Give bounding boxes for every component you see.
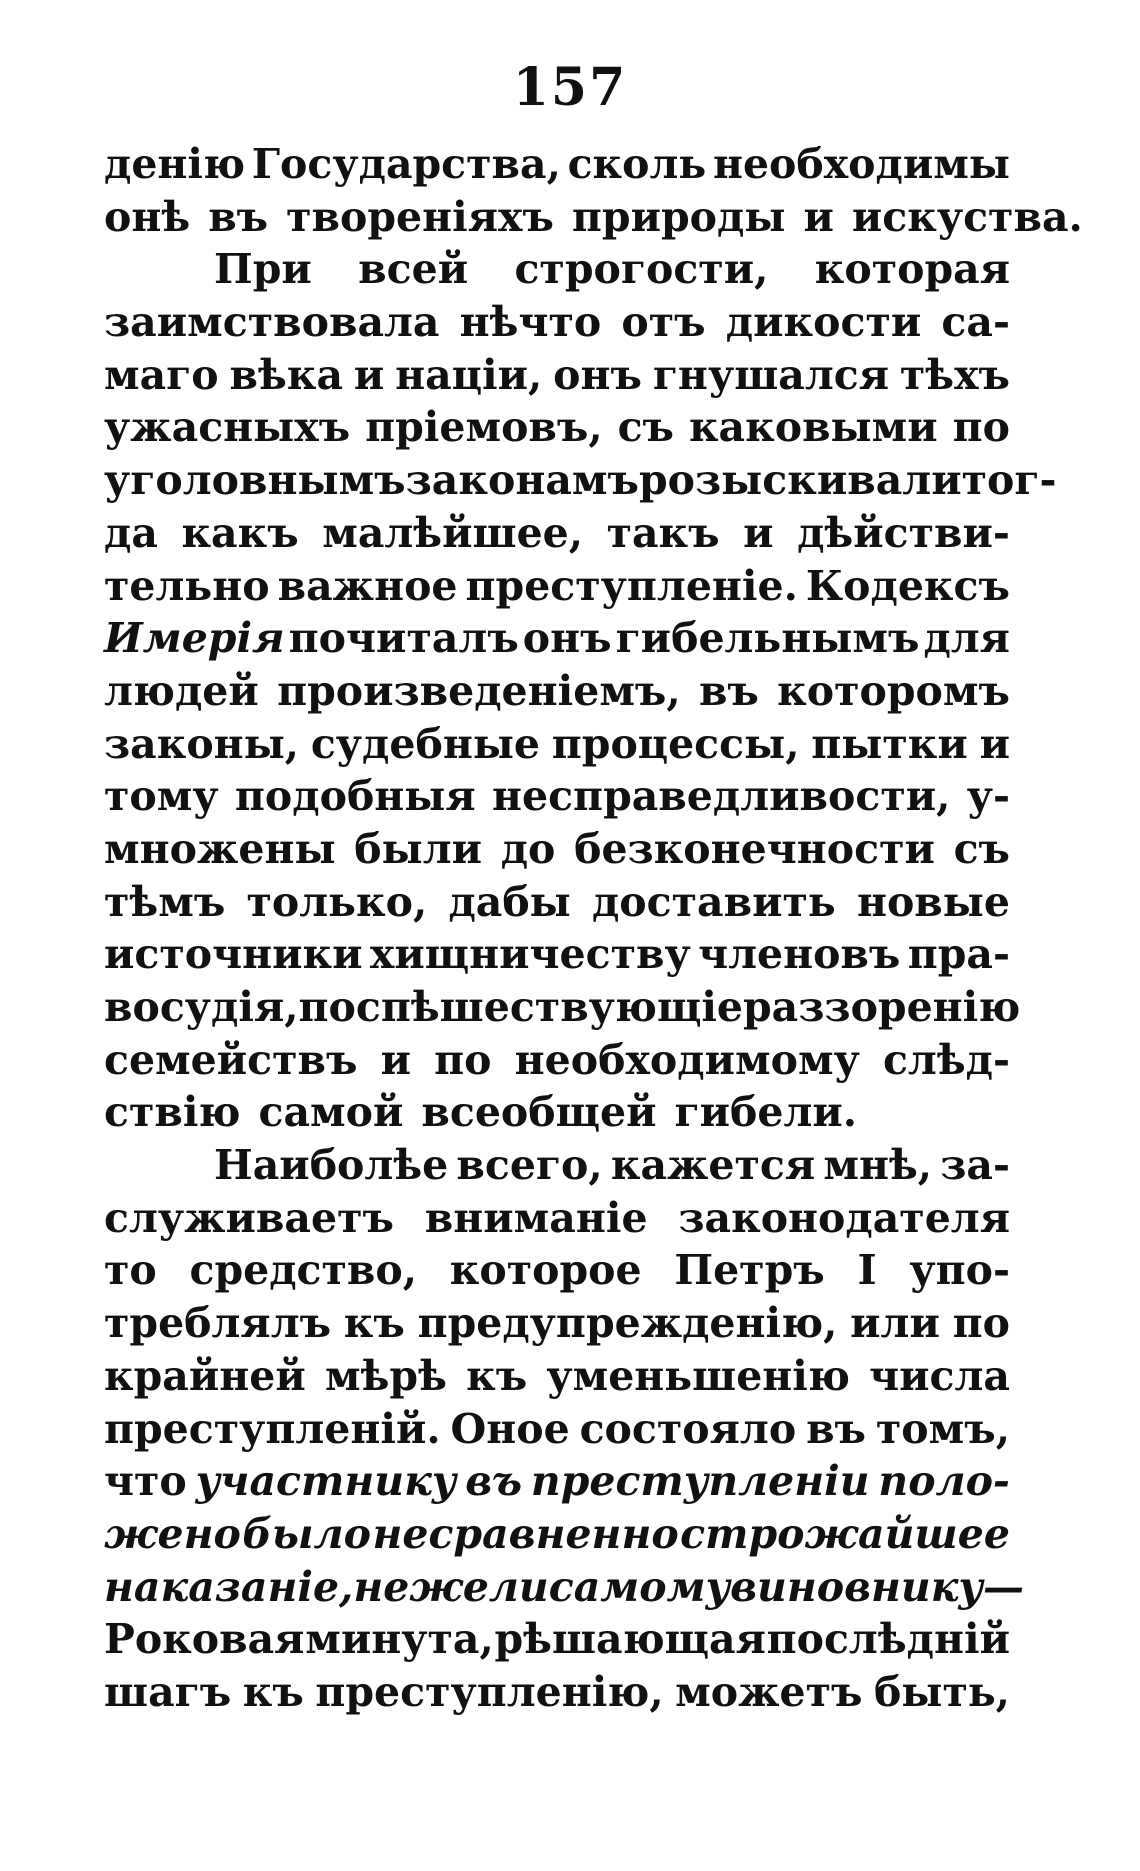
text-line xyxy=(104,1350,1010,1403)
text-word: послѣдній xyxy=(766,1615,1010,1664)
text-word: всего, xyxy=(456,1141,603,1190)
text-line xyxy=(104,401,1010,454)
text-word: или xyxy=(850,1299,940,1348)
text-word: онъ xyxy=(553,350,642,399)
text-word: предупрежденію, xyxy=(417,1299,838,1348)
text-line xyxy=(104,876,1010,929)
text-line xyxy=(104,928,1010,981)
text-word: Государства, xyxy=(251,140,561,188)
text-line xyxy=(104,1403,1010,1456)
text-word: заимствовала xyxy=(104,298,440,347)
text-word: которомъ xyxy=(777,666,1010,715)
text-word: гнушался xyxy=(652,350,889,399)
text-word: всеобщей xyxy=(421,1088,657,1137)
text-word: поспѣшествующіе xyxy=(298,983,743,1031)
text-word: необходимому xyxy=(514,1035,860,1084)
text-line xyxy=(104,770,1010,823)
text-word: крайней xyxy=(104,1351,306,1400)
text-line xyxy=(104,981,1021,1034)
text-word: въ xyxy=(806,1404,867,1453)
text-word: состояло xyxy=(579,1404,797,1453)
text-word: подобныя xyxy=(234,772,476,821)
text-word: служиваетъ xyxy=(104,1193,394,1242)
text-word: людей xyxy=(104,666,259,715)
text-word: жено xyxy=(104,1509,241,1558)
text-word: рѣшающая xyxy=(494,1615,766,1664)
text-word: почиталъ xyxy=(288,614,519,663)
text-word: по xyxy=(952,1299,1010,1348)
text-word: къ xyxy=(242,1667,304,1716)
text-line xyxy=(104,1139,1010,1192)
text-word: вѣка xyxy=(229,350,344,399)
text-line xyxy=(104,1297,1010,1350)
text-word: упо- xyxy=(909,1246,1010,1295)
text-word: При xyxy=(214,245,312,294)
text-word: са- xyxy=(941,298,1010,347)
text-line xyxy=(104,507,1010,560)
text-line xyxy=(104,1455,1010,1508)
text-word: къ xyxy=(466,1351,528,1400)
text-word: шагъ xyxy=(104,1667,232,1716)
text-word: восудія, xyxy=(104,983,299,1031)
text-word: отъ xyxy=(621,298,706,347)
text-word: каковыми xyxy=(688,403,938,452)
text-word: тѣхъ xyxy=(899,350,1010,399)
text-word: и xyxy=(979,719,1010,768)
text-line xyxy=(104,718,1010,771)
text-word: можетъ xyxy=(675,1667,863,1716)
text-word: нѣчто xyxy=(459,298,602,347)
text-word: Кодексъ xyxy=(805,561,1010,610)
text-word: кажется xyxy=(610,1141,816,1190)
text-line xyxy=(104,454,1057,507)
text-word: мѣрѣ xyxy=(324,1351,447,1400)
text-word: были xyxy=(354,824,483,873)
text-word: числа xyxy=(869,1351,1010,1400)
text-word: пріемовъ, xyxy=(365,403,603,452)
text-word: слѣд- xyxy=(882,1035,1010,1084)
text-word: Имерія xyxy=(104,614,285,663)
text-word: законамъ xyxy=(405,456,639,505)
text-word: Наиболѣе xyxy=(214,1141,449,1190)
text-word: источники xyxy=(104,930,363,979)
text-line xyxy=(104,296,1010,349)
text-word: нежели xyxy=(353,1562,549,1611)
text-word: по xyxy=(952,403,1010,452)
text-word: безконечности xyxy=(574,824,935,873)
text-word: ствію xyxy=(104,1088,241,1137)
text-word: тельно xyxy=(104,561,270,610)
text-word: вниманіе xyxy=(424,1193,648,1242)
text-line xyxy=(104,1508,1010,1561)
text-word: самому xyxy=(548,1562,731,1611)
text-word: Роковая xyxy=(104,1615,305,1664)
text-word: множены xyxy=(104,824,336,873)
text-word: съ xyxy=(953,824,1010,873)
text-word: съ xyxy=(617,403,674,452)
text-word: дабы xyxy=(448,877,571,926)
text-word: строгости, xyxy=(514,245,769,294)
text-line xyxy=(104,1666,1010,1719)
text-word: уменьшенію xyxy=(546,1351,850,1400)
text-word: и xyxy=(743,508,774,557)
text-line xyxy=(104,612,1010,665)
text-word: маго xyxy=(104,350,219,399)
text-word: и xyxy=(353,350,385,399)
text-line xyxy=(104,665,1010,718)
text-word: наказаніе, xyxy=(104,1562,354,1611)
page-number: 157 xyxy=(512,57,628,118)
text-word: дикости xyxy=(725,298,922,347)
text-word: тѣмъ xyxy=(104,877,226,926)
text-word: до xyxy=(500,824,556,873)
text-word: въ xyxy=(465,1457,523,1506)
text-word: для xyxy=(923,614,1010,663)
text-word: доставить xyxy=(591,877,836,926)
text-word: что xyxy=(104,1457,187,1506)
text-word: природы xyxy=(571,192,786,241)
text-word: несправедливости, xyxy=(492,772,951,821)
text-word: преступленій. xyxy=(104,1404,441,1453)
text-word: участнику xyxy=(195,1457,457,1506)
text-word: какъ xyxy=(181,508,299,557)
text-word: да xyxy=(104,508,158,557)
text-word: томъ, xyxy=(875,1404,1010,1453)
text-word: тог- xyxy=(961,456,1057,505)
text-line xyxy=(104,560,1010,613)
text-word: то xyxy=(104,1246,157,1295)
text-word: за- xyxy=(940,1141,1010,1190)
text-word: минута, xyxy=(305,1615,494,1664)
body-text xyxy=(104,138,1083,1719)
text-word: онъ xyxy=(522,614,612,663)
text-word: новые xyxy=(856,877,1010,926)
text-word: тому xyxy=(104,772,219,821)
text-word: Оное xyxy=(450,1404,570,1453)
text-word: твореніяхъ xyxy=(286,192,554,241)
text-line xyxy=(104,243,1010,296)
text-word: необходимы xyxy=(712,140,1010,188)
text-line xyxy=(104,823,1010,876)
text-word: искуства. xyxy=(851,192,1083,241)
text-line xyxy=(104,1613,1010,1666)
text-word: хищничеству xyxy=(369,930,691,979)
text-word: денію xyxy=(104,140,246,188)
text-line xyxy=(104,1192,1010,1245)
text-line xyxy=(104,1034,1010,1087)
text-word: націи, xyxy=(395,350,543,399)
text-word: процессы, xyxy=(551,719,800,768)
text-word: дѣйстви- xyxy=(797,508,1010,557)
text-line xyxy=(104,138,1010,191)
text-word: I xyxy=(857,1246,877,1295)
text-line xyxy=(104,1086,1010,1139)
text-word: преступленію, xyxy=(315,1667,664,1716)
text-line xyxy=(104,1561,1024,1614)
text-word: у- xyxy=(966,772,1010,821)
text-word: Петръ xyxy=(674,1246,825,1295)
text-word: гибели. xyxy=(674,1088,858,1137)
text-word: и xyxy=(380,1035,412,1084)
text-word: которое xyxy=(449,1246,642,1295)
text-line xyxy=(104,191,1083,244)
text-word: въ xyxy=(698,666,759,715)
text-word: гибельнымъ xyxy=(615,614,920,663)
text-word: уголовнымъ xyxy=(104,456,406,505)
text-word: по xyxy=(434,1035,492,1084)
text-word: къ xyxy=(343,1299,405,1348)
text-word: законодателя xyxy=(678,1193,1010,1242)
text-word: судебные xyxy=(310,719,541,768)
text-word: произведеніемъ, xyxy=(277,666,681,715)
text-line xyxy=(104,1244,1010,1297)
text-word: розыскивали xyxy=(638,456,962,505)
text-word: онѣ xyxy=(104,192,191,241)
text-word: треблялъ xyxy=(104,1299,332,1348)
text-word: строжайшее xyxy=(680,1509,1010,1558)
text-word: законы, xyxy=(104,719,300,768)
text-word: преступленіи xyxy=(530,1457,870,1506)
text-word: несравненно xyxy=(372,1509,679,1558)
text-word: только, xyxy=(246,877,428,926)
text-word: быть, xyxy=(874,1667,1010,1716)
text-word: семействъ xyxy=(104,1035,358,1084)
text-word: виновнику— xyxy=(730,1562,1024,1611)
text-word: и xyxy=(803,192,834,241)
text-word: въ xyxy=(208,192,269,241)
text-word: пытки xyxy=(811,719,968,768)
text-word: которая xyxy=(814,245,1010,294)
text-word: малѣйшее, xyxy=(322,508,584,557)
text-word: преступленіе. xyxy=(465,561,798,610)
text-word: членовъ xyxy=(698,930,901,979)
text-word: всей xyxy=(358,245,469,294)
text-word: было xyxy=(242,1509,372,1558)
text-word: средство, xyxy=(189,1246,418,1295)
text-line xyxy=(104,349,1010,402)
text-word: такъ xyxy=(606,508,720,557)
text-word: мнѣ, xyxy=(823,1141,933,1190)
text-word: ужасныхъ xyxy=(104,403,351,452)
text-word: самой xyxy=(258,1088,404,1137)
text-word: важное xyxy=(277,561,458,610)
text-word: пра- xyxy=(907,930,1010,979)
text-word: раззоренію xyxy=(743,983,1021,1031)
text-word: сколь xyxy=(567,140,707,188)
text-word: поло- xyxy=(878,1457,1010,1506)
